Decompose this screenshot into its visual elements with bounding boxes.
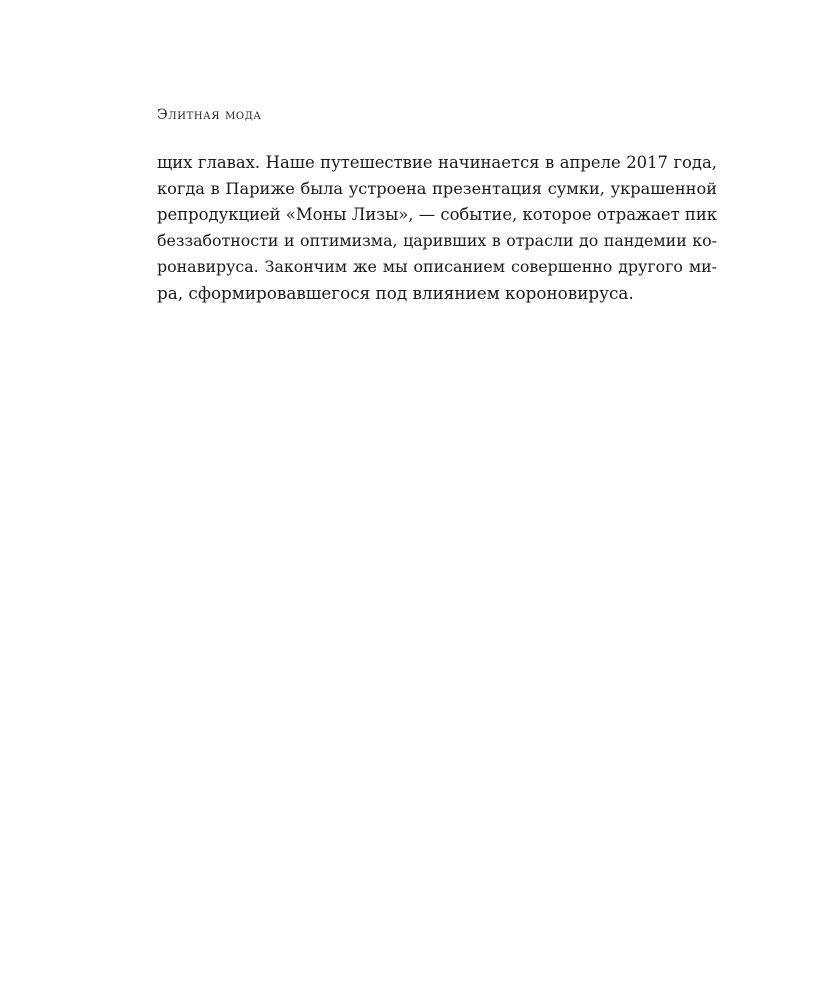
text-line: беззаботности и оптимизма, царивших в отрасли до пандемии ко- [157,231,717,250]
body-paragraph [157,150,717,306]
text-line: репродукцией «Моны Лизы», — событие, которое отражает пик [157,205,717,224]
text-line: ра, сформировавшегося под влиянием короновируса. [157,283,634,303]
text-line: ронавируса. Закончим же мы описанием совершенно другого ми- [157,257,717,276]
text-line: когда в Париже была устроена презентация сумки, украшенной [157,179,717,198]
running-head: Элитная мода [157,107,262,123]
text-line: щих главах. Наше путешествие начинается в апреле 2017 года, [157,153,717,172]
